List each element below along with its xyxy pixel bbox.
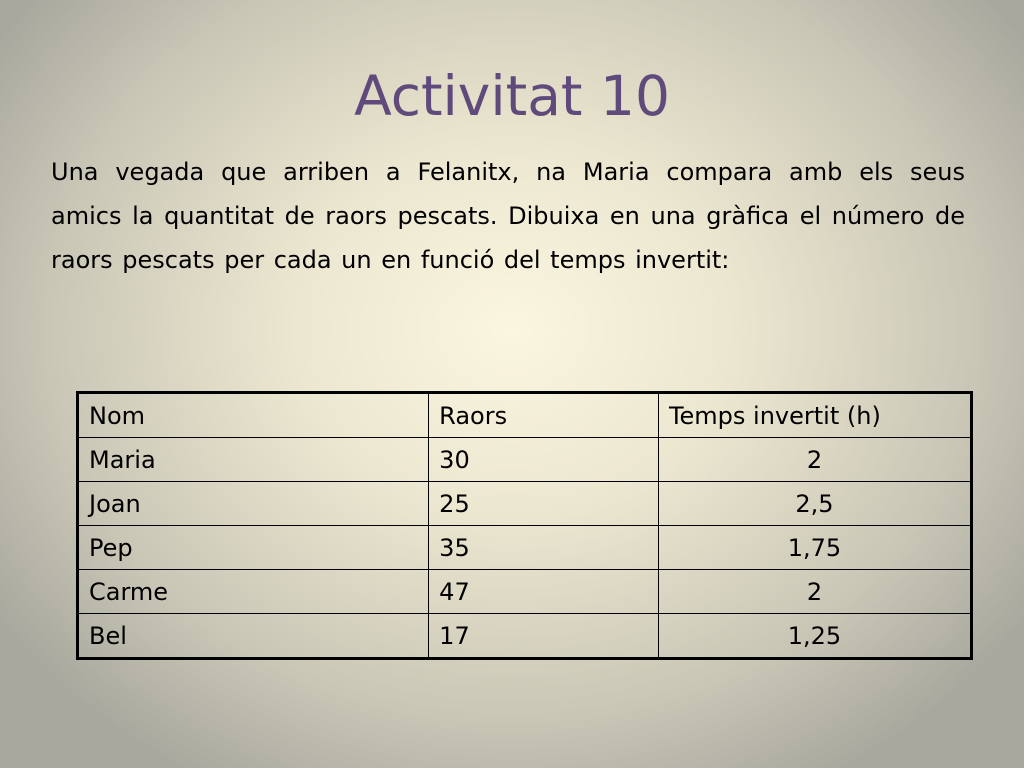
fishing-data-table (76, 391, 973, 660)
table-row (78, 482, 972, 526)
cell-temps: 2 (658, 438, 971, 482)
table-row (78, 614, 972, 659)
cell-raors: 25 (429, 482, 659, 526)
cell-nom: Joan (78, 482, 429, 526)
activity-instructions: Una vegada que arriben a Felanitx, na Maria compara amb els seus amics la quantitat de raors pescats. Dibuixa en una gràfica el número de raors pescats per cada un en funció del temps invertit: (51, 158, 965, 274)
cell-nom: Pep (78, 526, 429, 570)
header-temps: Temps invertit (h) (658, 393, 971, 438)
cell-nom: Bel (78, 614, 429, 659)
cell-raors: 30 (429, 438, 659, 482)
cell-nom: Maria (78, 438, 429, 482)
table-row (78, 438, 972, 482)
cell-temps: 2 (658, 570, 971, 614)
cell-raors: 35 (429, 526, 659, 570)
header-raors: Raors (429, 393, 659, 438)
header-nom: Nom (78, 393, 429, 438)
table-header-row (78, 393, 972, 438)
cell-raors: 17 (429, 614, 659, 659)
table-row (78, 526, 972, 570)
cell-nom: Carme (78, 570, 429, 614)
cell-temps: 1,75 (658, 526, 971, 570)
table-row (78, 570, 972, 614)
cell-temps: 1,25 (658, 614, 971, 659)
slide-title: Activitat 10 (354, 64, 670, 128)
cell-temps: 2,5 (658, 482, 971, 526)
cell-raors: 47 (429, 570, 659, 614)
